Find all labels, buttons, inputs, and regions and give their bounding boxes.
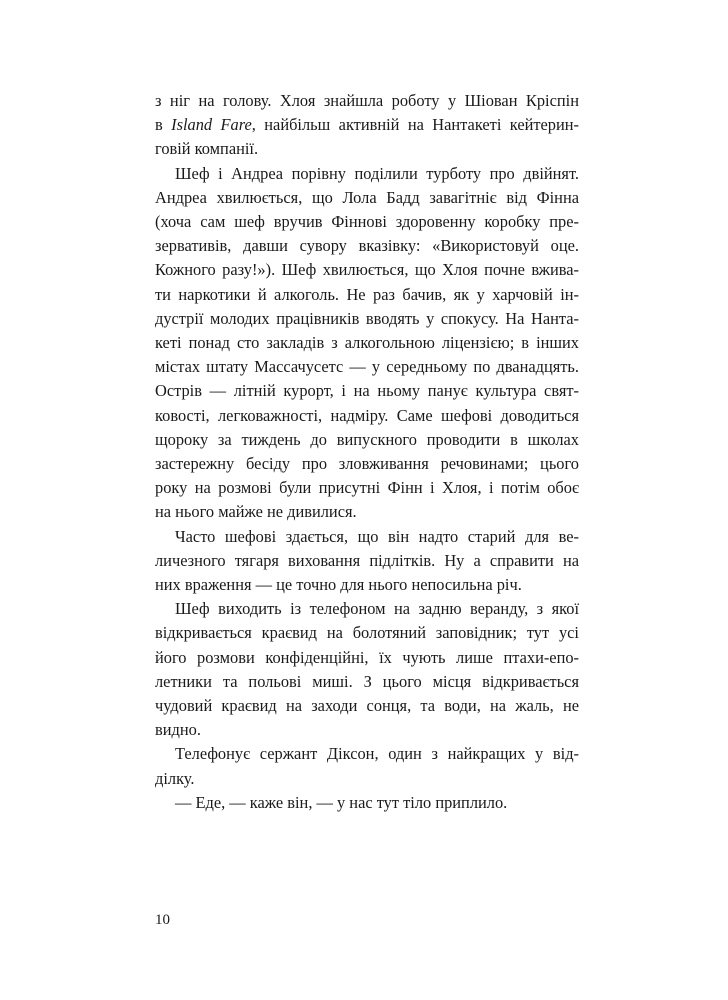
text-line: (хоча сам шеф вручив Фіннові здоровенну коробку пре- [155, 212, 579, 232]
text-line: Шеф виходить із телефоном на задню веранду, з якої [175, 599, 579, 619]
text-line: зервативів, давши сувору вказівку: «Використовуй оце. [155, 236, 579, 256]
text-line: щороку за тиждень до випускного проводити в школах [155, 429, 579, 449]
page-number: 10 [155, 912, 170, 928]
paragraph [155, 525, 579, 598]
text-line: Шеф і Андреа порівну поділили турботу про двійнят. [175, 163, 579, 183]
text-line: на нього майже не дивилися. [155, 502, 357, 522]
text-line: ти наркотики й алкоголь. Не раз бачив, як у харчовій ін- [155, 284, 579, 304]
body-text [155, 89, 579, 815]
text-line: Кожного разу!»). Шеф хвилюється, що Хлоя почне вжива- [155, 260, 579, 280]
text-line: Телефонує сержант Діксон, один з найкращих у від- [175, 744, 579, 764]
paragraph [155, 597, 579, 742]
text-line: них враження — це точно для нього непосильна річ. [155, 575, 522, 595]
text-line: Андреа хвилюється, що Лола Бадд завагітніє від Фінна [155, 187, 579, 207]
text-line: летники та польові миші. З цього місця відкривається [155, 671, 579, 691]
italic-text: Island Fare [171, 115, 252, 135]
text-line: личезного тягаря виховання підлітків. Ну а справити на [155, 550, 579, 570]
text-line: кеті понад сто закладів з алкогольною ліцензією; в інших [155, 333, 579, 353]
text-line: ділку. [155, 768, 195, 788]
text-line: видно. [155, 720, 201, 740]
text-line: ковості, легковажності, надміру. Саме шефові доводиться [155, 405, 579, 425]
text-line: дустрії молодих працівників вводять у спокусу. На Нанта- [155, 308, 579, 328]
text-line: в Island Fare, найбільш активній на Нантакеті кейтерин- [155, 115, 580, 135]
text-line: його розмови конфіденційні, їх чують лише птахи-епо- [155, 647, 579, 667]
text-line: з ніг на голову. Хлоя знайшла роботу у Шіован Кріспін [155, 91, 579, 110]
text-line: застережну бесіду про зловживання речовинами; цього [155, 454, 579, 474]
paragraph [155, 89, 579, 162]
text-line: Острів — літній курорт, і на ньому панує культура свят- [155, 381, 579, 401]
text-line: відкривається краєвид на болотяний заповідник; тут усі [155, 623, 579, 643]
text-line: року на розмові були присутні Фінн і Хлоя, і потім обоє [155, 478, 579, 498]
paragraph [155, 742, 579, 790]
text-line: говій компанії. [155, 139, 259, 159]
paragraph [155, 162, 579, 525]
text-line: містах штату Массачусетс — у середньому по дванадцять. [155, 357, 579, 377]
paragraph [155, 791, 579, 815]
text-line: Часто шефові здається, що він надто старий для ве- [175, 526, 579, 546]
text-line: — Еде, — каже він, — у нас тут тіло приплило. [175, 792, 508, 812]
text-line: чудовий краєвид на заходи сонця, та води, на жаль, не [155, 696, 579, 716]
